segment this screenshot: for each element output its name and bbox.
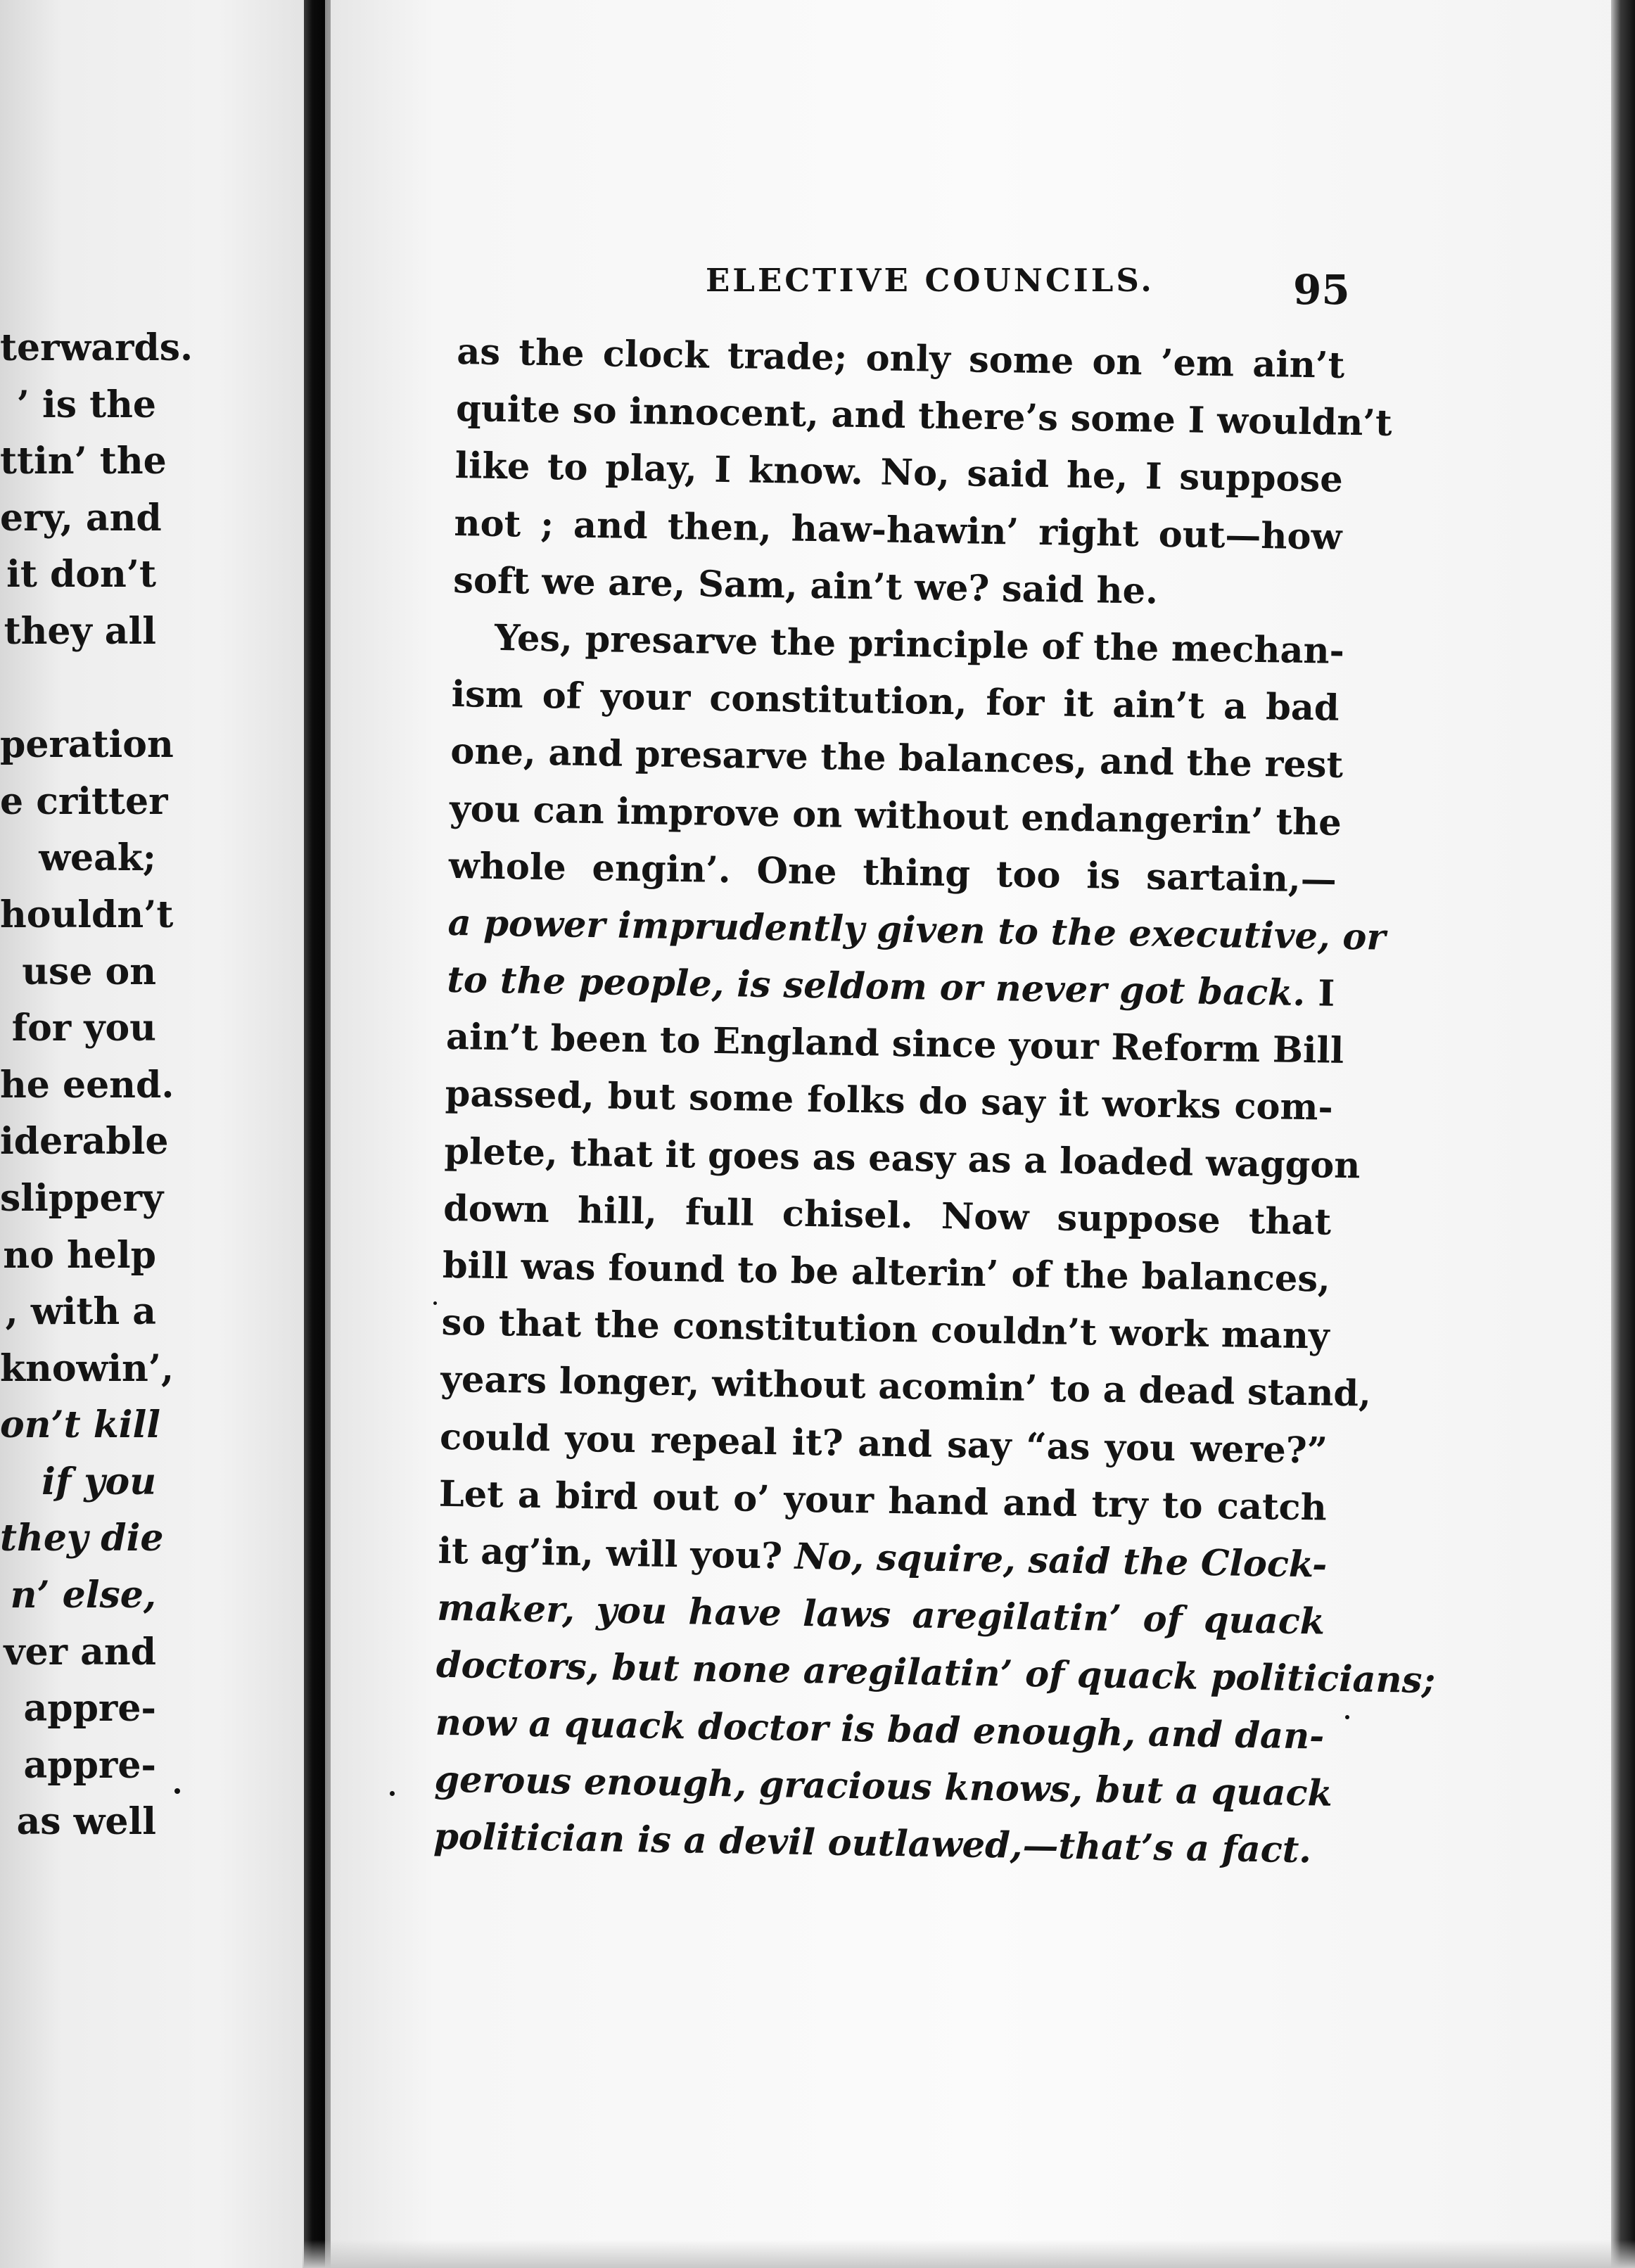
page-body [433, 324, 1436, 1880]
ink-speck [174, 1788, 180, 1794]
ink-speck [433, 1301, 437, 1305]
left-page-line: they all [4, 609, 156, 653]
left-page-line: appre- [23, 1743, 156, 1787]
roman-text: ism of your constitution, for it ain’t a bad [451, 673, 1340, 730]
left-page-line: terwards. [0, 326, 193, 369]
roman-text: could you repeal it? and say “as you were?” [439, 1415, 1328, 1472]
left-page-text [0, 320, 193, 1851]
left-page-line: , with a [5, 1290, 156, 1334]
roman-text: as the clock trade; only some on ’em ain’t [456, 330, 1345, 387]
left-page-line: use on [22, 950, 156, 993]
bottom-page-edge [303, 2240, 1635, 2268]
left-page-line: as well [16, 1800, 156, 1844]
roman-text: down hill, full chisel. Now suppose that [443, 1187, 1332, 1244]
left-page-line: ver and [4, 1630, 156, 1674]
roman-text: Yes, presarve the principle of the mechan- [494, 616, 1345, 673]
left-page-line: on’t kill [0, 1403, 161, 1447]
roman-text: so that the constitution couldn’t work many [441, 1301, 1330, 1358]
roman-text: plete, that it goes as easy as a loaded waggon [444, 1130, 1361, 1187]
italic-text: a power imprudently given to the executive, or [447, 901, 1386, 959]
italic-text: politician is a devil outlawed,—that’s a fact. [433, 1815, 1312, 1872]
left-page-line: ttin’ the [0, 440, 167, 483]
ink-speck [390, 1791, 395, 1796]
roman-text: soft we are, Sam, ain’t we? said he. [452, 559, 1159, 613]
left-page-line: iderable [0, 1120, 169, 1164]
roman-text: passed, but some folks do say it works com- [445, 1073, 1334, 1130]
left-page-line: they die [0, 1517, 164, 1560]
italic-text: No, squire, said the Clock- [794, 1535, 1328, 1586]
left-page-line: ’ is the [16, 383, 156, 426]
roman-text: you can improve on without endangerin’ the [449, 787, 1342, 844]
left-page-line: slippery [0, 1176, 164, 1220]
left-page-line: appre- [23, 1687, 156, 1731]
left-page-line: knowin’, [0, 1346, 174, 1390]
roman-text: like to play, I know. No, said he, I suppose [454, 445, 1344, 502]
roman-text: whole engin’. One thing too is sartain,— [448, 844, 1337, 901]
page-number: 95 [1293, 266, 1350, 314]
roman-text: bill was found to be alterin’ of the balances, [442, 1244, 1331, 1301]
roman-text: quite so innocent, and there’s some I wouldn’t [455, 388, 1393, 445]
left-page-line: e critter [0, 779, 168, 823]
left-page-line: for you [11, 1007, 156, 1050]
italic-text: to the people, is seldom or never got back. [446, 958, 1306, 1015]
left-page-line [0, 661, 156, 718]
left-page-line: ery, and [0, 496, 162, 540]
roman-text: Let a bird out o’ your hand and try to catch [438, 1472, 1328, 1529]
right-page-edge [1611, 0, 1635, 2268]
roman-text: ain’t been to England since your Reform Bill [445, 1016, 1344, 1073]
left-page-line: weak; [39, 836, 156, 880]
left-page-line: peration [0, 723, 174, 767]
italic-text: doctors, but none aregilatin’ of quack politicians; [435, 1644, 1436, 1702]
italic-text: maker, you have laws aregilatin’ of quack [436, 1586, 1325, 1643]
left-page-line: he eend. [0, 1063, 174, 1107]
ink-speck [1345, 1715, 1349, 1719]
book-gutter [304, 0, 325, 2268]
left-page-line: if you [42, 1460, 156, 1503]
left-page [0, 0, 310, 2268]
roman-text: I [1304, 972, 1335, 1015]
roman-text: it ag’in, will you? [438, 1529, 796, 1578]
left-page-line: no help [3, 1233, 156, 1277]
roman-text: one, and presarve the balances, and the rest [450, 730, 1344, 787]
roman-text: years longer, without acomin’ to a dead stand, [440, 1358, 1372, 1415]
left-page-line: it don’t [6, 553, 156, 597]
roman-text: not ; and then, haw-hawin’ right out—how [454, 502, 1342, 559]
left-page-line: houldn’t [0, 893, 174, 936]
running-head: ELECTIVE COUNCILS. [706, 262, 1154, 299]
italic-text: now a quack doctor is bad enough, and dan- [435, 1701, 1325, 1758]
italic-text: gerous enough, gracious knows, but a quack [434, 1758, 1333, 1815]
left-page-line: n’ else, [10, 1574, 156, 1617]
